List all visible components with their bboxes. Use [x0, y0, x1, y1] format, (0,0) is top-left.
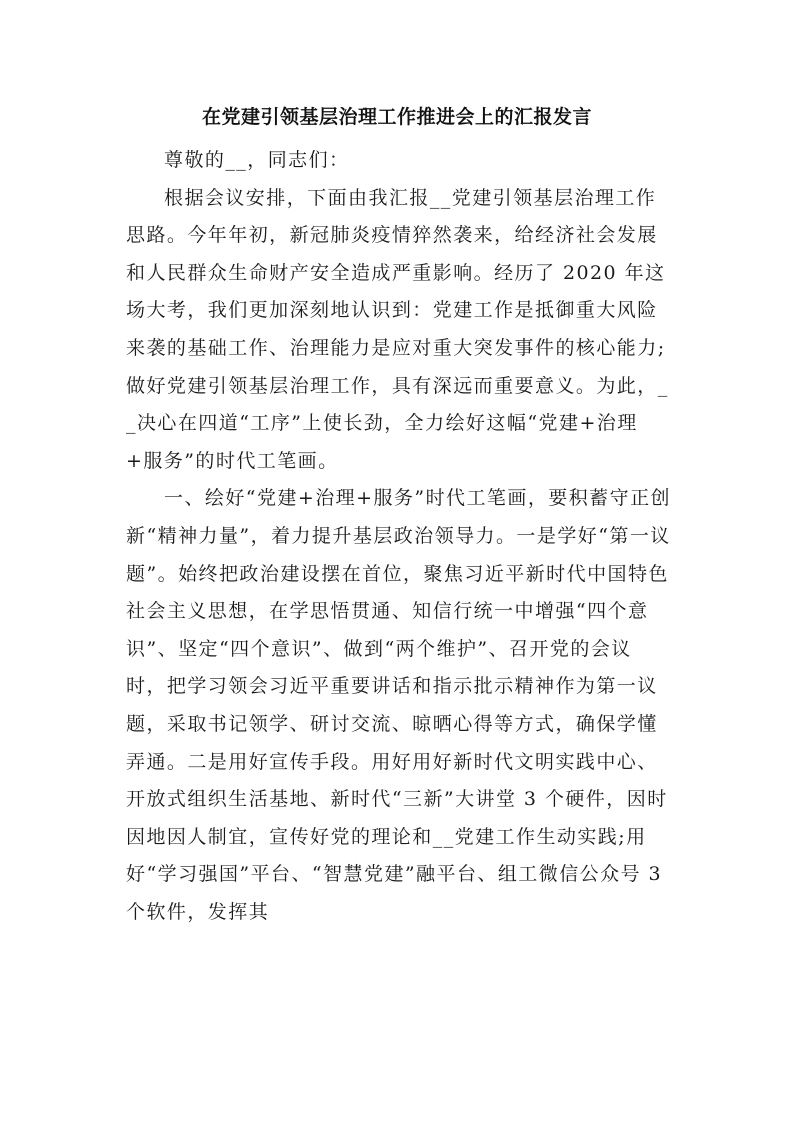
document-title: 在党建引领基层治理工作推进会上的汇报发言: [201, 106, 592, 128]
paragraph-section-one: 一、绘好“党建+治理+服务”时代工笔画，要积蓄守正创新“精神力量”，着力提升基层政治领导力。一是学好“第一议题”。始终把政治建设摆在首位，聚焦习近平新时代中国特色社会主义思想，在学思悟贯通、知信行统一中增强“四个意识”、坚定“四个意识”、做到“两个维护”、召开党的会议时，把学习领会习近平重要讲话和指示批示精神作为第一议题，采取书记领学、研讨交流、晾晒心得等方式，确保学懂弄通。二是用好宣传手段。用好用好新时代文明实践中心、开放式组织生活基地、新时代“三新”大讲堂 3 个硬件，因时因地因人制宜，宣传好党的理论和__党建工作生动实践;用好“学习强国”平台、“智慧党建”融平台、组工微信公众号 3 个软件，发挥其: [126, 487, 671, 923]
paragraph-intro: 根据会议安排，下面由我汇报__党建引领基层治理工作思路。今年年初，新冠肺炎疫情猝然袭来，给经济社会发展和人民群众生命财产安全造成严重影响。经历了 2020 年这场大考，我们更加深刻地认识到：党建工作是抵御重大风险来袭的基础工作、治理能力是应对重大突发事件的核心能力;做好党建引领基层治理工作，具有深远而重要意义。为此，__决心在四道“工序”上使长劲，全力绘好这幅“党建+治理+服务”的时代工笔画。: [126, 186, 669, 472]
salutation: 尊敬的__，同志们：: [164, 149, 350, 171]
document-body: [126, 142, 671, 931]
